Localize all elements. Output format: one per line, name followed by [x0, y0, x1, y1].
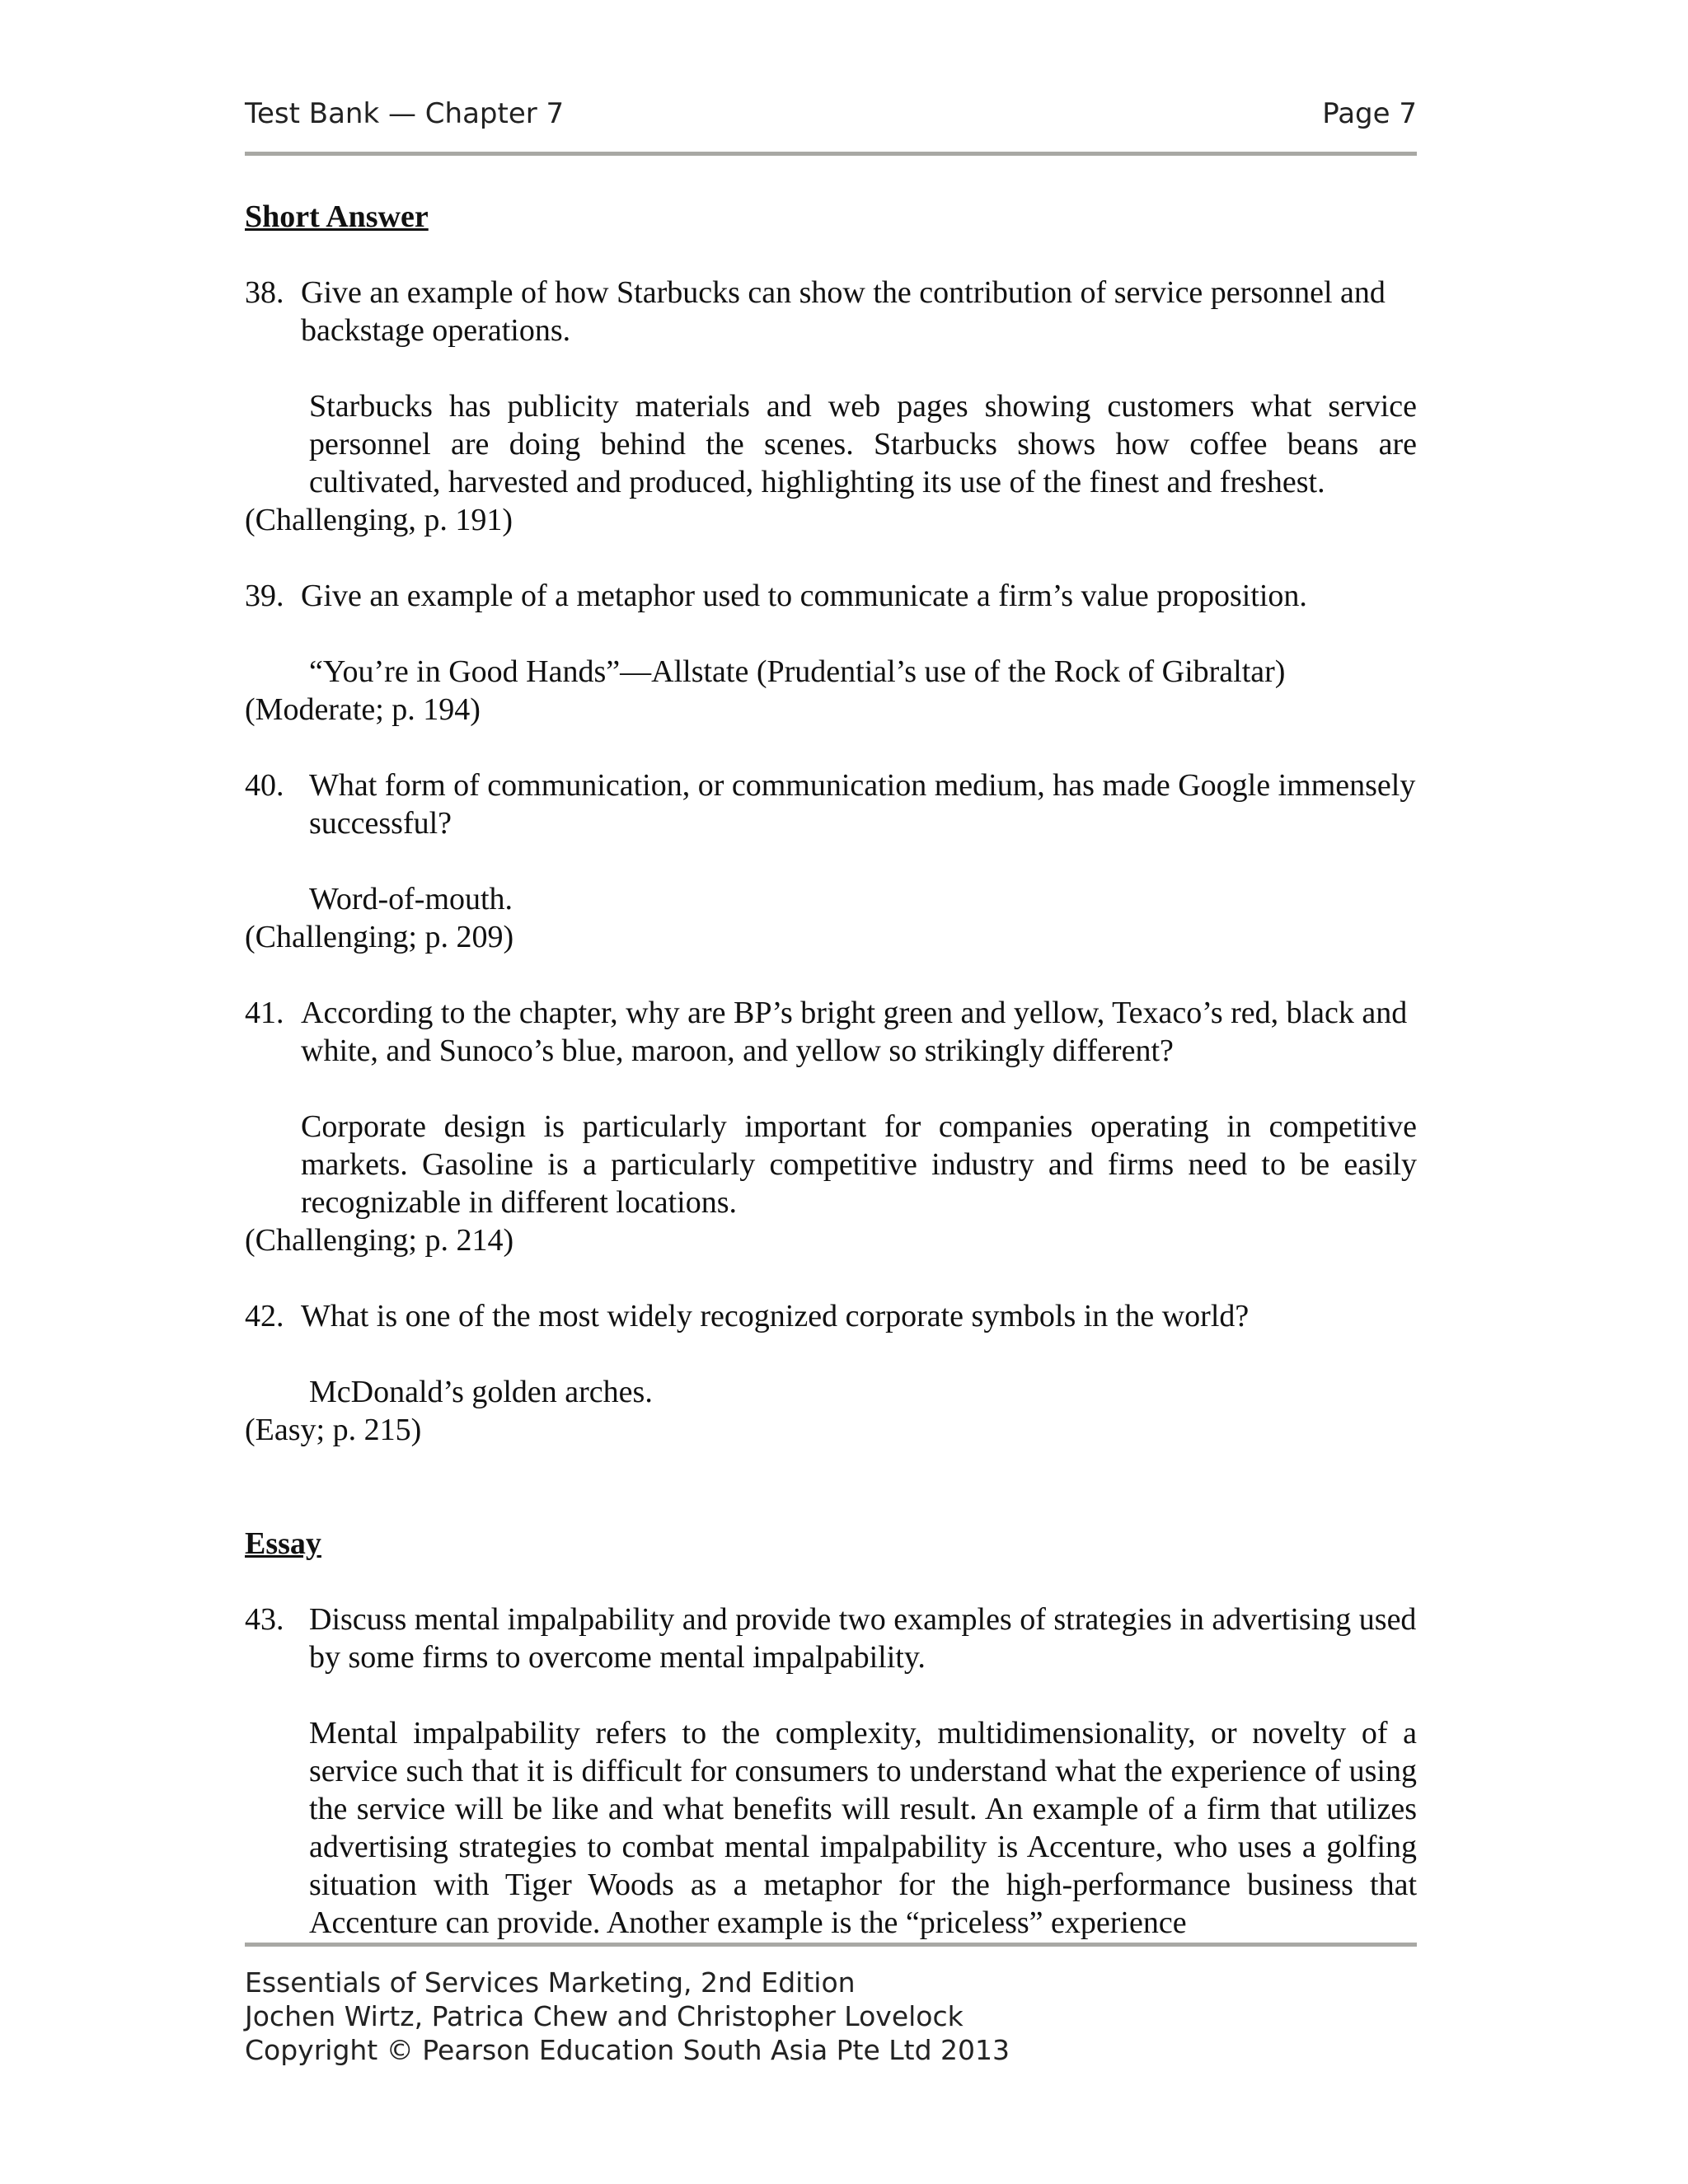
question-text	[245, 766, 1417, 842]
question-number: 41.	[245, 996, 284, 1030]
question-meta: (Moderate; p. 194)	[245, 692, 481, 727]
question-meta: (Easy; p. 215)	[245, 1413, 422, 1447]
question-number: 43.	[245, 1602, 284, 1637]
question-block	[245, 577, 1417, 729]
question-text	[245, 1297, 1417, 1335]
question-prompt: Give an example of a metaphor used to communicate a firm’s value proposition.	[301, 579, 1307, 613]
question-prompt: What is one of the most widely recognized corporate symbols in the world?	[301, 1299, 1250, 1333]
question-meta: (Challenging; p. 209)	[245, 920, 514, 954]
question-prompt: According to the chapter, why are BP’s bright green and yellow, Texaco’s red, black and white, and Sunoco’s blue, maroon, and yellow so strikingly different?	[301, 996, 1408, 1068]
page-header	[245, 97, 1417, 137]
question-number: 38.	[245, 275, 284, 310]
footer-divider	[245, 1943, 1417, 1947]
answer-text: Starbucks has publicity materials and web pages showing customers what service personnel are doing behind the scenes. Starbucks shows how coffee beans are cultivated, harvested and produced, highlighting its use of the finest and freshest.	[309, 389, 1417, 499]
question-block	[245, 274, 1417, 539]
question-text	[245, 577, 1417, 615]
question-block	[245, 766, 1417, 956]
question-text	[245, 994, 1417, 1070]
question-text	[245, 274, 1417, 349]
footer-book-title: Essentials of Services Marketing, 2nd Edition	[245, 1966, 856, 1999]
section-title-essay: Essay	[245, 1526, 321, 1561]
page-footer	[245, 1966, 1417, 2067]
question-meta: (Challenging, p. 191)	[245, 503, 513, 537]
question-number: 39.	[245, 579, 284, 613]
answer-text: Corporate design is particularly important for companies operating in competitive markets. Gasoline is a particularly competitive industry and firms need to be easily recognizable in different locations.	[301, 1109, 1417, 1220]
question-meta: (Challenging; p. 214)	[245, 1223, 514, 1258]
question-prompt: Discuss mental impalpability and provide two examples of strategies in advertising used by some firms to overcome mental impalpability.	[309, 1602, 1417, 1675]
answer-text: “You’re in Good Hands”—Allstate (Prudential’s use of the Rock of Gibraltar)	[309, 654, 1286, 689]
question-prompt: Give an example of how Starbucks can show the contribution of service personnel and backstage operations.	[301, 275, 1386, 348]
answer-text: McDonald’s golden arches.	[309, 1375, 653, 1409]
answer-text: Mental impalpability refers to the complexity, multidimensionality, or novelty of a service such that it is difficult for consumers to understand what the experience of using the service will be like and what benefits will result. An example of a firm that utilizes advertising strategies to combat mental impalpability is Accenture, who uses a golfing situation with Tiger Woods as a metaphor for the high-performance business that Accenture can provide. Another example is the “priceless” experience	[309, 1716, 1417, 1940]
header-divider	[245, 152, 1417, 156]
footer-authors: Jochen Wirtz, Patrica Chew and Christopher Lovelock	[245, 2000, 964, 2032]
document-body	[245, 198, 1417, 1942]
question-number: 42.	[245, 1299, 284, 1333]
section-title-short-answer: Short Answer	[245, 199, 429, 234]
question-block	[245, 994, 1417, 1259]
question-block	[245, 1297, 1417, 1449]
question-text	[245, 1601, 1417, 1676]
answer-text: Word-of-mouth.	[309, 882, 513, 916]
page-number: Page 7	[1322, 97, 1417, 130]
header-title: Test Bank — Chapter 7	[245, 97, 565, 130]
question-prompt: What form of communication, or communication medium, has made Google immensely successful?	[309, 768, 1416, 841]
question-block	[245, 1601, 1417, 1942]
footer-copyright: Copyright © Pearson Education South Asia Pte Ltd 2013	[245, 2034, 1010, 2066]
question-number: 40.	[245, 768, 284, 803]
